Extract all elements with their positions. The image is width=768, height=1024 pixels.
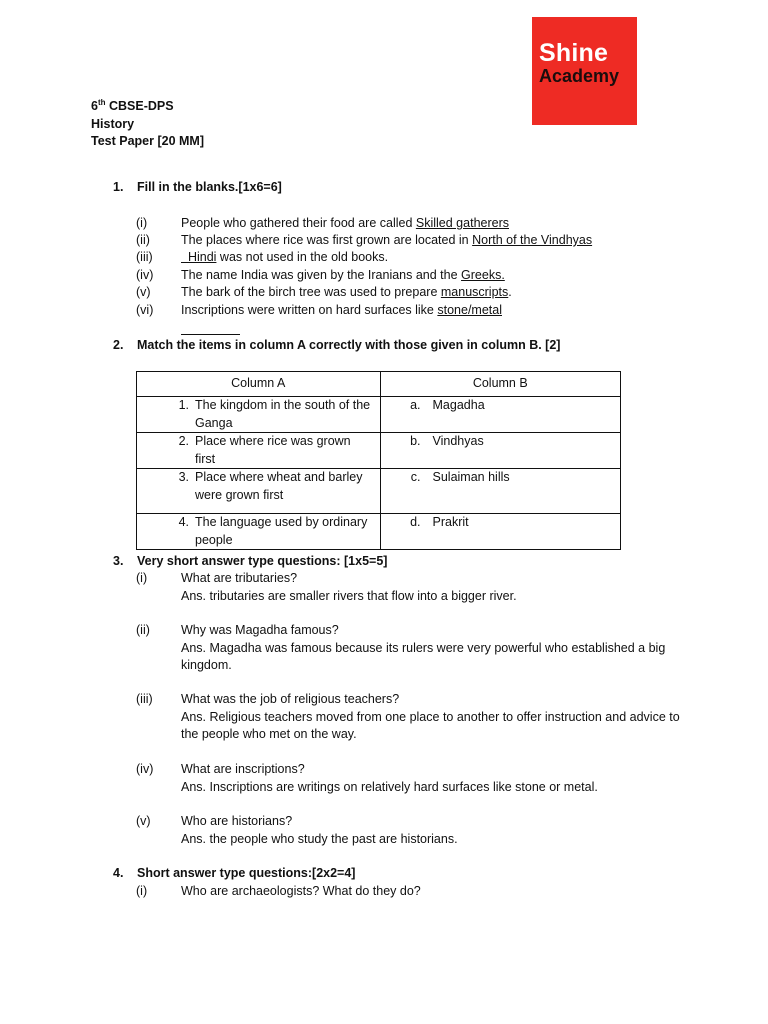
grade-line: 6th CBSE-DPS bbox=[91, 98, 174, 114]
column-a-header: Column A bbox=[137, 372, 381, 397]
question-text: What was the job of religious teachers? bbox=[181, 692, 400, 706]
table-row: 4. The language used by ordinary people d. Prakrit bbox=[137, 514, 621, 550]
shine-academy-logo bbox=[532, 17, 637, 125]
paper-header bbox=[91, 94, 204, 151]
logo-line2: Academy bbox=[539, 66, 620, 86]
question-2-heading: 2. Match the items in column A correctly with those given in column B. [2] bbox=[113, 338, 561, 352]
answer-text: Ans. Magadha was famous because its rulers were very powerful who established a big kingdom. bbox=[181, 640, 666, 672]
question-text: Who are archaeologists? What do they do? bbox=[181, 884, 421, 898]
table-header-row bbox=[137, 372, 621, 397]
question-text: Who are historians? bbox=[181, 814, 293, 828]
question-text: What are tributaries? bbox=[181, 571, 298, 585]
answer-text: Ans. tributaries are smaller rivers that flow into a bigger river. bbox=[181, 588, 517, 603]
answer-text: Ans. Religious teachers moved from one place to another to offer instruction and advice to the people who met on the way. bbox=[181, 709, 680, 741]
question-4-heading: 4. Short answer type questions:[2x2=4] bbox=[113, 866, 356, 880]
column-b-header: Column B bbox=[380, 372, 620, 397]
test-line: Test Paper [20 MM] bbox=[91, 134, 204, 149]
logo-line1: Shine bbox=[539, 39, 609, 67]
table-row: 2. Place where rice was grown first b. Vindhyas bbox=[137, 433, 621, 469]
question-1-heading: 1. Fill in the blanks.[1x6=6] bbox=[113, 180, 282, 194]
question-3-heading: 3. Very short answer type questions: [1x5=5] bbox=[113, 554, 388, 568]
question-text: Why was Magadha famous? bbox=[181, 623, 339, 637]
answer-text: Ans. the people who study the past are historians. bbox=[181, 831, 458, 846]
question-text: What are inscriptions? bbox=[181, 762, 305, 776]
table-row: 3. Place where wheat and barley were grown first c. Sulaiman hills bbox=[137, 469, 621, 514]
match-table bbox=[136, 371, 621, 550]
blank-underline bbox=[181, 334, 240, 335]
table-row: 1. The kingdom in the south of the Ganga a. Magadha bbox=[137, 397, 621, 433]
subject-line: History bbox=[91, 116, 135, 131]
answer-text: Ans. Inscriptions are writings on relatively hard surfaces like stone or metal. bbox=[181, 779, 598, 794]
